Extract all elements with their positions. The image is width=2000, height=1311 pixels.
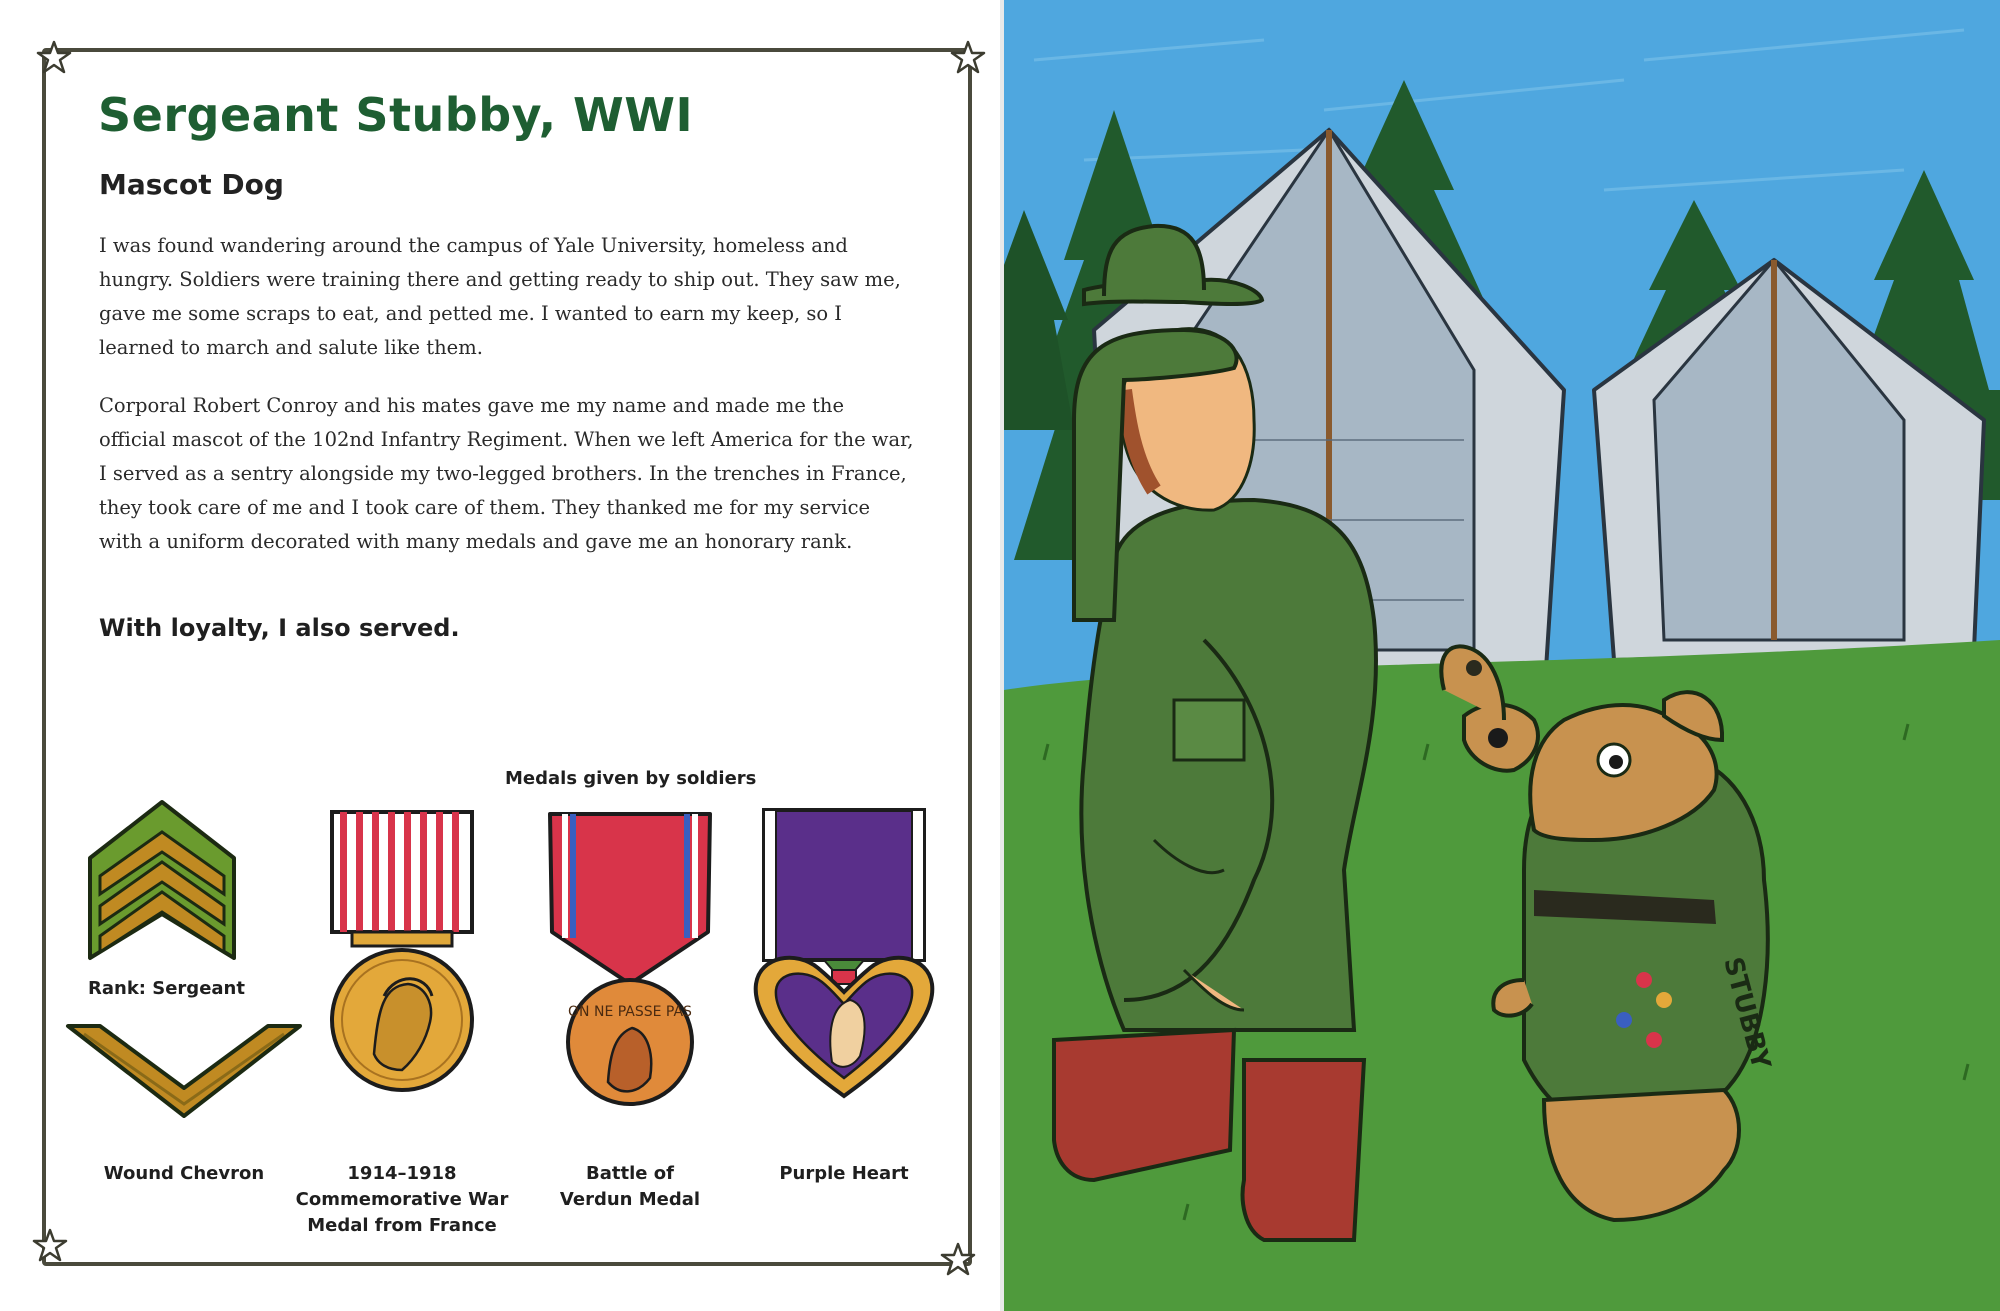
war-medal-label-line-2: Commemorative War [295, 1189, 509, 1210]
corner-star-icon [950, 40, 986, 76]
corner-star-icon [940, 1242, 976, 1278]
verdun-medal-icon [540, 808, 720, 1108]
verdun-label-line-1: Battle of [586, 1163, 674, 1184]
rank-label: Rank: Sergeant [88, 978, 245, 999]
war-medal-label-line-1: 1914–1918 [347, 1163, 457, 1184]
body-paragraph: Corporal Robert Conroy and his mates gave me my name and made me the official mascot of the 102nd Infantry Regiment. When we left America for the war, I served as a sentry alongside my two-legged brothers. In the trenches in France, they took care of me and I took care of them. They thanked me for my service with a uniform decorated with many medals and gave me an honorary rank. [99, 394, 914, 553]
verdun-inscription: ON NE PASSE PAS [568, 1004, 692, 1020]
purple-heart-label: Purple Heart [779, 1163, 909, 1184]
dog-coat-label: STUBBY [1717, 954, 1776, 1073]
wound-label: Wound Chevron [103, 1163, 265, 1184]
sergeant-chevron-icon [86, 798, 238, 973]
page-subtitle: Mascot Dog [99, 168, 284, 201]
corner-star-icon [32, 1228, 68, 1264]
commemorative-medal-icon [322, 808, 482, 1108]
soldier-and-dog-illustration [1004, 0, 2000, 1311]
corner-star-icon [36, 40, 72, 76]
right-page-illustration [1004, 0, 2000, 1311]
closing-line: With loyalty, I also served. [99, 614, 460, 642]
war-medal-label-line-3: Medal from France [307, 1215, 497, 1236]
medals-caption: Medals given by soldiers [505, 768, 757, 789]
purple-heart-icon [748, 806, 940, 1106]
verdun-label-line-2: Verdun Medal [559, 1189, 701, 1210]
wound-chevron-icon [64, 1020, 304, 1120]
body-paragraph: I was found wandering around the campus of Yale University, homeless and hungry. Soldiers were training there and getting ready to ship out. They saw me, gave me some scraps to eat, and petted me. I wanted to earn my keep, so I learned to march and salute like them. [99, 234, 901, 359]
page-title: Sergeant Stubby, WWI [98, 88, 694, 142]
